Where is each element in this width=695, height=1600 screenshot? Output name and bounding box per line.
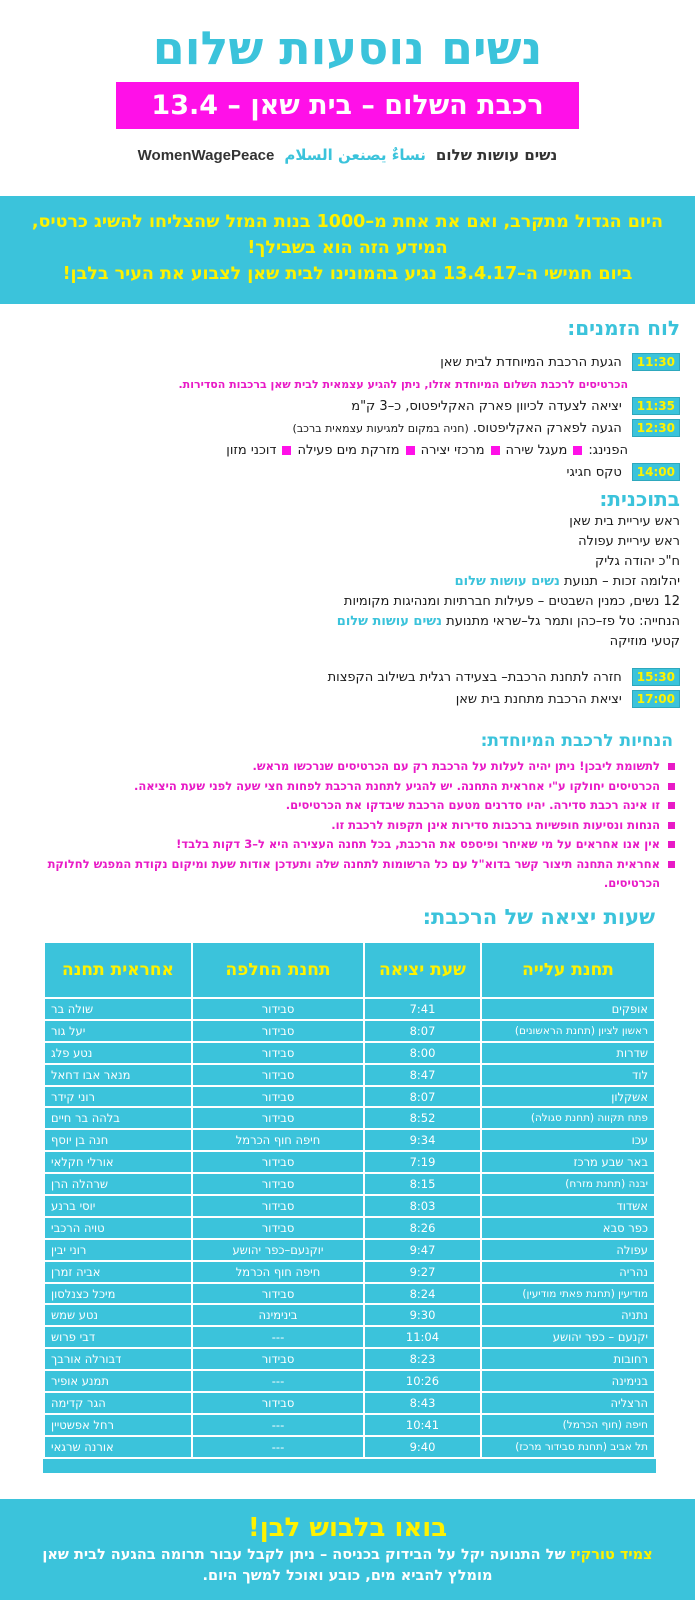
schedule-row: [40, 418, 680, 438]
departure-time-cell: 8:23: [364, 1348, 481, 1370]
station-cell: תל אביב (תחנת סבידור מרכז): [481, 1436, 655, 1458]
transfer-station-cell: יוקנעם–כפר יהושע: [192, 1239, 364, 1261]
station-cell: חיפה (חוף הכרמל): [481, 1414, 655, 1436]
transfer-station-cell: סבידור: [192, 1173, 364, 1195]
station-cell: נתניה: [481, 1304, 655, 1326]
program-item: 12 נשים, כמנין השבטים – פעילות חברתיות ומנהיגות מקומיות: [343, 594, 680, 609]
logo-english: WomenWagePeace: [137, 146, 275, 164]
bullet-square-icon: [668, 802, 675, 809]
station-manager-cell: נטע שמש: [44, 1304, 192, 1326]
transfer-station-cell: ---: [192, 1414, 364, 1436]
program-text: יהלומה זכות – תנועת: [559, 574, 680, 589]
movement-name: נשים עושות שלום: [454, 574, 560, 589]
footer-line-2: מומלץ להביא מים, כובע ואוכל למשך היום.: [202, 1568, 493, 1584]
station-cell: נהריה: [481, 1261, 655, 1283]
schedule-row: [40, 667, 680, 687]
schedule-note: (חניה במקום למגיעות עצמאית ברכב): [292, 421, 469, 435]
station-cell: אשקלון: [481, 1086, 655, 1108]
station-manager-cell: רוני יבין: [44, 1239, 192, 1261]
bullet-square-icon: [282, 446, 291, 455]
movement-name: נשים עושות שלום: [336, 614, 443, 629]
transfer-station-cell: סבידור: [192, 1151, 364, 1173]
station-cell: ראשון לציון (תחנת הראשונים): [481, 1020, 655, 1042]
departures-title: שעות יציאה של הרכבת:: [422, 905, 655, 929]
time-badge: 15:30: [632, 668, 680, 686]
program-item: [40, 572, 680, 592]
table-row: [44, 1261, 655, 1283]
rule-item: [25, 816, 675, 836]
transfer-station-cell: סבידור: [192, 998, 364, 1020]
departure-time-cell: 9:34: [364, 1129, 481, 1151]
table-row: [44, 1326, 655, 1348]
station-cell: בנימינה: [481, 1370, 655, 1392]
schedule-list: [40, 352, 680, 484]
program-item: קטעי מוזיקה: [609, 634, 680, 649]
schedule-note-pink: הכרטיסים לרכבת השלום המיוחדת אזלו, ניתן להגיע עצמאית לבית שאן ברכבות הסדירות.: [178, 377, 628, 391]
station-manager-cell: דבורלה אורבך: [44, 1348, 192, 1370]
transfer-station-cell: ---: [192, 1370, 364, 1392]
footer-highlight: צמיד טורקיז: [570, 1547, 653, 1563]
time-badge: 11:30: [632, 353, 680, 371]
station-cell: עכו: [481, 1129, 655, 1151]
departure-time-cell: 8:47: [364, 1064, 481, 1086]
departure-time-cell: 8:15: [364, 1173, 481, 1195]
activity-item: מזרקת מים פעילה: [297, 442, 400, 458]
station-cell: אשדוד: [481, 1195, 655, 1217]
station-manager-cell: יוסי ברנע: [44, 1195, 192, 1217]
table-header-row: [44, 942, 655, 998]
departure-time-cell: 7:19: [364, 1151, 481, 1173]
activity-item: מרכזי יצירה: [420, 442, 485, 458]
schedule-text: הגעת הרכבת המיוחדת לבית שאן: [440, 354, 622, 370]
bullet-square-icon: [406, 446, 415, 455]
happening-label: הפנינג:: [588, 442, 628, 458]
intro-line-2: המידע הזה הוא בשבילך!: [247, 238, 448, 258]
station-manager-cell: מיכל כצנלסון: [44, 1283, 192, 1305]
bullet-square-icon: [668, 822, 675, 829]
table-row: [44, 1107, 655, 1129]
table-row: [44, 1239, 655, 1261]
departure-time-cell: 8:52: [364, 1107, 481, 1129]
transfer-station-cell: סבידור: [192, 1283, 364, 1305]
station-manager-cell: יעל גור: [44, 1020, 192, 1042]
station-manager-cell: דבי פרוש: [44, 1326, 192, 1348]
table-row: [44, 1348, 655, 1370]
rule-item: [25, 835, 675, 855]
schedule-row: [40, 462, 680, 482]
bullet-square-icon: [668, 763, 675, 770]
transfer-station-cell: ---: [192, 1436, 364, 1458]
station-manager-cell: רחל אפשטיין: [44, 1414, 192, 1436]
table-row: [44, 1217, 655, 1239]
rules-title: הנחיות לרכבת המיוחדת:: [480, 731, 673, 751]
time-badge: 17:00: [632, 690, 680, 708]
station-cell: לוד: [481, 1064, 655, 1086]
schedule-row: [40, 689, 680, 709]
departure-time-cell: 9:40: [364, 1436, 481, 1458]
transfer-station-cell: סבידור: [192, 1348, 364, 1370]
rule-text: אין אנו אחראים על מי שאיחר ופיספס את הרכבת, בכל תחנה העצירה היא ל–3 דקות בלבד!: [176, 837, 660, 851]
schedule-text: הגעה לפארק האקליפטוס.: [472, 420, 622, 436]
column-header: תחנת החלפה: [192, 942, 364, 998]
program-item: [40, 612, 680, 632]
activity-item: דוכני מזון: [226, 442, 277, 458]
transfer-station-cell: חיפה חוף הכרמל: [192, 1261, 364, 1283]
bullet-square-icon: [573, 446, 582, 455]
schedule-row: [40, 352, 680, 372]
table-row: [44, 1129, 655, 1151]
departure-time-cell: 8:26: [364, 1217, 481, 1239]
station-manager-cell: אורנה שרגאי: [44, 1436, 192, 1458]
rule-text: הכרטיסים יחולקו ע"י אחראית התחנה. יש להגיע לתחנת הרכבת לפחות חצי שעה לפני שעת היציאה.: [134, 778, 660, 793]
transfer-station-cell: סבידור: [192, 1107, 364, 1129]
departure-time-cell: 10:26: [364, 1370, 481, 1392]
bullet-square-icon: [668, 841, 675, 848]
organization-logo: [130, 140, 565, 170]
table-row: [44, 1436, 655, 1458]
transfer-station-cell: סבידור: [192, 1086, 364, 1108]
departure-time-cell: 8:03: [364, 1195, 481, 1217]
station-manager-cell: חנה בן יוסף: [44, 1129, 192, 1151]
transfer-station-cell: ---: [192, 1326, 364, 1348]
station-manager-cell: הגר קדימה: [44, 1392, 192, 1414]
station-manager-cell: רוני קידר: [44, 1086, 192, 1108]
rule-item: [25, 796, 675, 816]
table-row: [44, 1304, 655, 1326]
table-row: [44, 1414, 655, 1436]
rule-text: הנחות ונסיעות חופשיות ברכבות סדירות אינן תקפות לרכבת זו.: [331, 817, 660, 832]
table-row: [44, 1173, 655, 1195]
table-row: [44, 1195, 655, 1217]
transfer-station-cell: סבידור: [192, 1195, 364, 1217]
time-badge: 12:30: [632, 419, 680, 437]
station-cell: יבנה (תחנת מזרח): [481, 1173, 655, 1195]
logo-hebrew: נשים עושות שלום: [435, 146, 558, 164]
table-row: [44, 1086, 655, 1108]
table-row: [44, 1392, 655, 1414]
footer-text-rest: של התנועה יקל על הבידוק בכניסה – ניתן לקבל עבור תרומה בהגעה לבית שאן: [42, 1547, 571, 1563]
table-row: [44, 1370, 655, 1392]
program-title: בתוכנית:: [599, 487, 680, 511]
table-row: [44, 1283, 655, 1305]
rule-text: לתשומת ליבכן! ניתן יהיה לעלות על הרכבת רק עם הכרטיסים שנרכשו מראש.: [252, 759, 660, 773]
bullet-square-icon: [668, 861, 675, 868]
return-list: [40, 667, 680, 711]
rule-text: זו אינה רכבת סדירה. יהיו סדרנים מטעם הרכבת שיבדקו את הכרטיסים.: [285, 798, 660, 812]
rule-item: [25, 777, 675, 797]
schedule-row: [40, 396, 680, 416]
schedule-text: טקס חגיגי: [566, 464, 622, 480]
station-manager-cell: בלהה בר חיים: [44, 1107, 192, 1129]
station-cell: רחובות: [481, 1348, 655, 1370]
intro-line-1: היום הגדול מתקרב, ואם את אחת מ–1000 בנות המזל שהצליחו להשיג כרטיס,: [31, 212, 664, 232]
bullet-square-icon: [491, 446, 500, 455]
event-banner: רכבת השלום – בית שאן – 13.4: [116, 82, 579, 129]
schedule-text: יציאת הרכבת מתחנת בית שאן: [455, 691, 622, 707]
schedule-title: לוח הזמנים:: [567, 316, 680, 340]
station-cell: יקנעם – כפר יהושע: [481, 1326, 655, 1348]
transfer-station-cell: סבידור: [192, 1064, 364, 1086]
departures-table: [43, 941, 656, 1473]
table-row: [44, 1020, 655, 1042]
program-item: ח"כ יהודה גליק: [594, 554, 680, 569]
intro-line-3: ביום חמישי ה–13.4.17 נגיע בהמונינו לבית שאן לצבוע את העיר בלבן!: [62, 264, 633, 284]
station-manager-cell: טויה הרכבי: [44, 1217, 192, 1239]
program-item: ראש עיריית עפולה: [578, 534, 680, 549]
departure-time-cell: 9:30: [364, 1304, 481, 1326]
rules-list: [25, 757, 675, 894]
station-manager-cell: שולה בר: [44, 998, 192, 1020]
station-cell: שדרות: [481, 1042, 655, 1064]
footer-text: [0, 1545, 695, 1587]
departure-time-cell: 8:07: [364, 1086, 481, 1108]
schedule-row: [40, 440, 680, 460]
logo-arabic: نساءٌ يصنعن السلام: [284, 146, 426, 164]
time-badge: 11:35: [632, 397, 680, 415]
departure-time-cell: 8:43: [364, 1392, 481, 1414]
program-text: הנחייה: טל פז–כהן ותמר גל–שראי מתנועת: [442, 614, 680, 629]
time-badge: 14:00: [632, 463, 680, 481]
table-row: [44, 998, 655, 1020]
rule-text: אחראית התחנה תיצור קשר בדוא"ל עם כל הרשומות לתחנה שלה ותעדכן אודות שעת ומיקום נקודת המפגש לחלוקת הכרטיסים.: [47, 856, 660, 890]
station-manager-cell: אביה זמרן: [44, 1261, 192, 1283]
rule-item: [25, 757, 675, 777]
transfer-station-cell: סבידור: [192, 1020, 364, 1042]
station-cell: באר שבע מרכז: [481, 1151, 655, 1173]
program-item: ראש עיריית בית שאן: [569, 514, 680, 529]
page-title: נשים נוסעות שלום: [152, 21, 543, 75]
schedule-row: [40, 374, 680, 394]
schedule-text: חזרה לתחנת הרכבת– בצעידה רגלית בשילוב הקפצות: [327, 669, 622, 685]
departure-time-cell: 8:07: [364, 1020, 481, 1042]
departure-time-cell: 8:24: [364, 1283, 481, 1305]
departure-time-cell: 7:41: [364, 998, 481, 1020]
transfer-station-cell: סבידור: [192, 1217, 364, 1239]
footer-band: [0, 1499, 695, 1600]
station-manager-cell: מנאר אבו דחאל: [44, 1064, 192, 1086]
column-header: תחנת עלייה: [481, 942, 655, 998]
schedule-text: יציאה לצעדה לכיוון פארק האקליפטוס, כ–3 ק"מ: [351, 398, 622, 414]
footer-title: בואו בלבוש לבן!: [247, 1513, 448, 1543]
column-header: שעת יציאה: [364, 942, 481, 998]
table-row: [44, 1042, 655, 1064]
station-manager-cell: נטע פלג: [44, 1042, 192, 1064]
station-cell: כפר סבא: [481, 1217, 655, 1239]
station-cell: אופקים: [481, 998, 655, 1020]
transfer-station-cell: סבידור: [192, 1392, 364, 1414]
transfer-station-cell: חיפה חוף הכרמל: [192, 1129, 364, 1151]
transfer-station-cell: בינימינה: [192, 1304, 364, 1326]
departure-time-cell: 9:27: [364, 1261, 481, 1283]
station-manager-cell: שרהלה הרן: [44, 1173, 192, 1195]
station-cell: הרצליה: [481, 1392, 655, 1414]
table-row: [44, 1064, 655, 1086]
intro-band: [0, 196, 695, 304]
program-list: [40, 512, 680, 652]
station-manager-cell: תמנע אופיר: [44, 1370, 192, 1392]
station-cell: מודיעין (תחנת פאתי מודיעין): [481, 1283, 655, 1305]
departure-time-cell: 10:41: [364, 1414, 481, 1436]
table-row: [44, 1151, 655, 1173]
transfer-station-cell: סבידור: [192, 1042, 364, 1064]
rule-item: [25, 855, 675, 894]
departure-time-cell: 8:00: [364, 1042, 481, 1064]
station-manager-cell: אורלי חקלאי: [44, 1151, 192, 1173]
departure-time-cell: 11:04: [364, 1326, 481, 1348]
bullet-square-icon: [668, 783, 675, 790]
activity-item: מעגל שירה: [505, 442, 568, 458]
column-header: אחראית תחנה: [44, 942, 192, 998]
departure-time-cell: 9:47: [364, 1239, 481, 1261]
station-cell: פתח תקווה (תחנת סגולה): [481, 1107, 655, 1129]
station-cell: עפולה: [481, 1239, 655, 1261]
